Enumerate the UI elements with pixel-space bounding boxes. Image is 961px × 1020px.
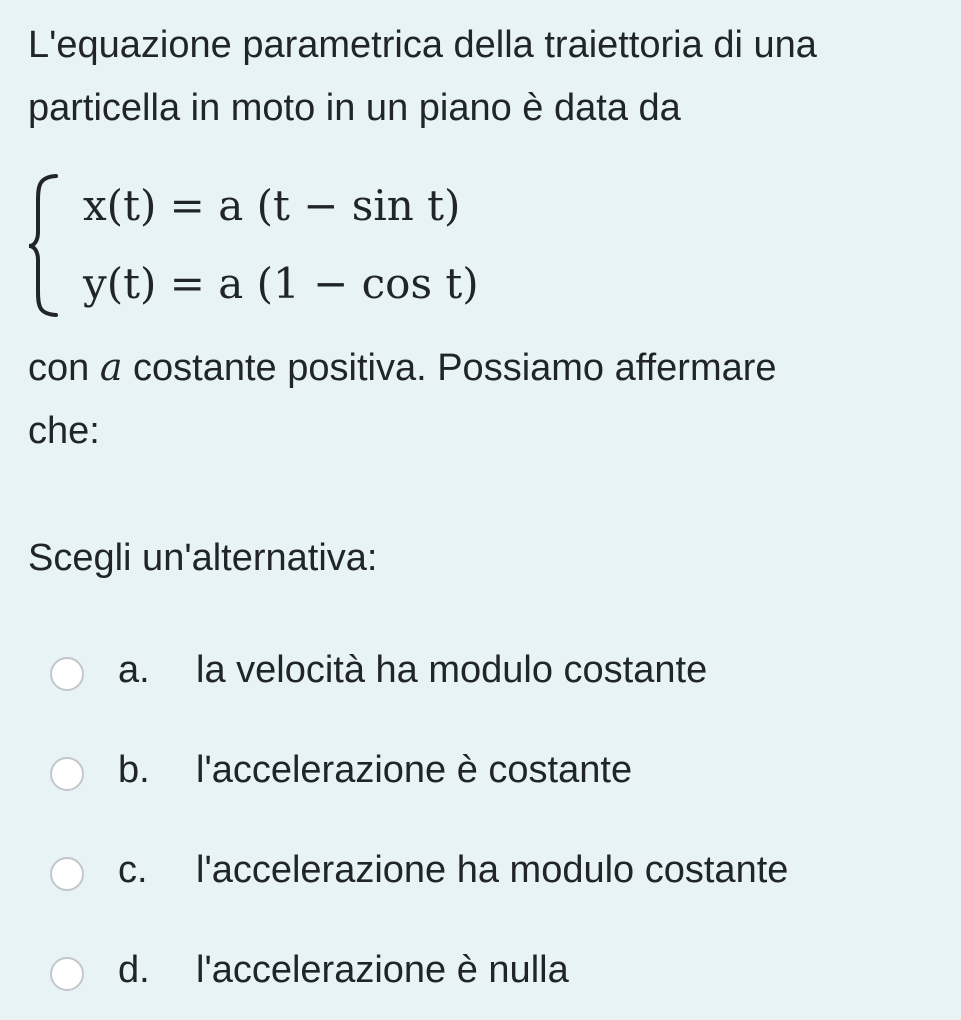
answer-prompt: Scegli un'alternativa: (28, 537, 378, 579)
question-line-1: L'equazione parametrica della traiettoria di una (28, 24, 817, 66)
radio-button-a[interactable] (50, 657, 84, 691)
answer-option-b[interactable] (50, 720, 930, 820)
answer-text-d: l'accelerazione è nulla (196, 949, 569, 991)
answer-text-a: la velocità ha modulo costante (196, 649, 708, 691)
answer-letter-c: c. (118, 849, 148, 891)
left-brace (29, 176, 56, 315)
radio-button-c[interactable] (50, 857, 84, 891)
constant-sentence (28, 336, 948, 400)
answer-list (50, 620, 930, 1020)
answer-letter-a: a. (118, 649, 150, 691)
answer-option-d[interactable] (50, 920, 930, 1020)
question-text (28, 14, 948, 140)
radio-button-b[interactable] (50, 757, 84, 791)
equation-y: y(t) = a (1 − cos t) (83, 259, 479, 308)
radio-button-d[interactable] (50, 957, 84, 991)
answer-letter-d: d. (118, 949, 150, 991)
constant-suffix: costante positiva. Possiamo affermare (122, 347, 777, 389)
constant-prefix: con (28, 347, 100, 389)
answer-text-b: l'accelerazione è costante (196, 749, 633, 791)
answer-option-a[interactable] (50, 620, 930, 720)
answer-text-c: l'accelerazione ha modulo costante (196, 849, 789, 891)
parametric-equations (26, 168, 546, 318)
answer-letter-b: b. (118, 749, 150, 791)
question-ending: che: (28, 410, 100, 452)
constant-variable: a (99, 345, 123, 389)
equation-x: x(t) = a (t − sin t) (83, 181, 461, 230)
equation-system (26, 168, 546, 318)
question-line-2: particella in moto in un piano è data da (28, 87, 681, 129)
question-continuation (28, 336, 948, 463)
answer-option-c[interactable] (50, 820, 930, 920)
